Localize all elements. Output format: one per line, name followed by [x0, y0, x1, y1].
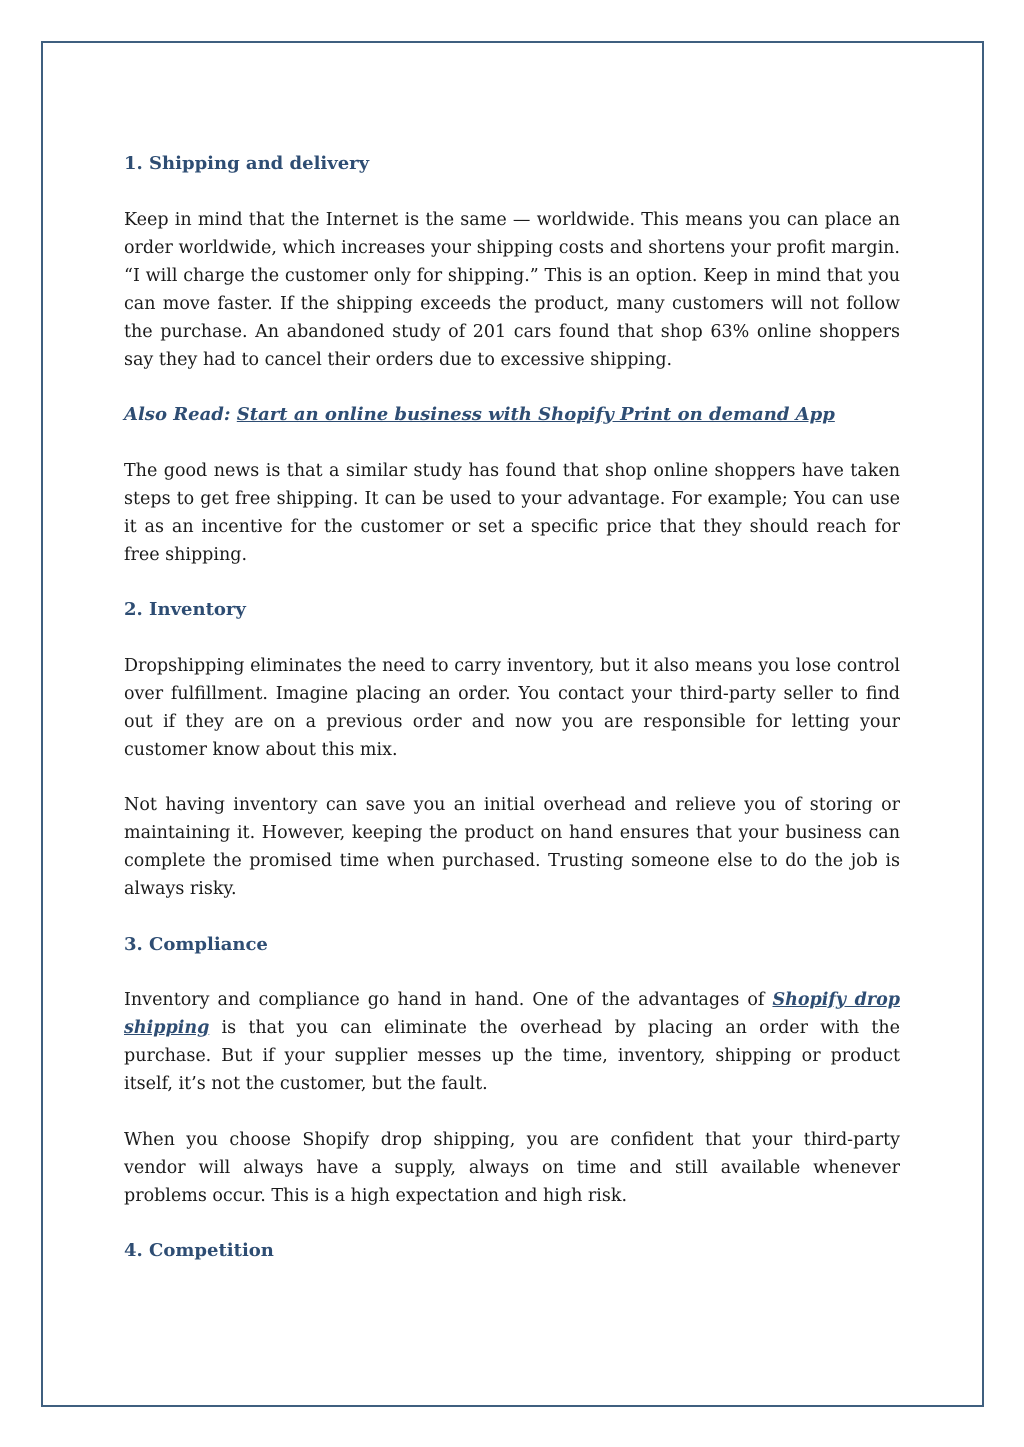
- shopify-drop-shipping-link[interactable]: Shopify drop shipping: [124, 990, 900, 1038]
- paragraph-inventory-1: Dropshipping eliminates the need to carry inventory, but it also means you lose control over fulfillment. Imagine placing an order. You contact your third-party seller to find out if they are on a previous order and now you are responsible for letting your customer know about this mix.: [124, 655, 900, 760]
- heading-competition: 4. Competition: [124, 1240, 274, 1261]
- heading-inventory: 2. Inventory: [124, 599, 246, 620]
- heading-compliance: 3. Compliance: [124, 933, 268, 955]
- compliance-text-after: is that you can eliminate the overhead by placing an order with the purchase. But if your supplier messes up the time, inventory, shipping or product itself, it’s not the customer, but the fault.: [124, 1018, 900, 1094]
- document-content: [124, 150, 900, 1265]
- also-read-label: Also Read:: [124, 404, 237, 425]
- compliance-text-before: Inventory and compliance go hand in hand. One of the advantages of: [124, 990, 773, 1010]
- paragraph-compliance-2: When you choose Shopify drop shipping, you are confident that your third-party vendor will always have a supply, always on time and still available whenever problems occur. This is a high expectation and high risk.: [124, 1129, 900, 1206]
- also-read-line: [124, 401, 900, 429]
- heading-shipping: 1. Shipping and delivery: [124, 153, 370, 174]
- also-read-link[interactable]: Start an online business with Shopify Print on demand App: [236, 404, 835, 425]
- paragraph-compliance-1: [124, 986, 900, 1098]
- paragraph-inventory-2: Not having inventory can save you an initial overhead and relieve you of storing or maintaining it. However, keeping the product on hand ensures that your business can complete the promised time when purchased. Trusting someone else to do the job is always risky.: [124, 795, 900, 899]
- paragraph-shipping-1: Keep in mind that the Internet is the same — worldwide. This means you can place an order worldwide, which increases your shipping costs and shortens your profit margin. “I will charge the customer only for shipping.” This is an option. Keep in mind that you can move faster. If the shipping exceeds the product, many customers will not follow the purchase. An abandoned study of 201 cars found that shop 63% online shoppers say they had to cancel their orders due to excessive shipping.: [124, 209, 900, 370]
- paragraph-shipping-2: The good news is that a similar study has found that shop online shoppers have taken steps to get free shipping. It can be used to your advantage. For example; You can use it as an incentive for the customer or set a specific price that they should reach for free shipping.: [124, 460, 900, 565]
